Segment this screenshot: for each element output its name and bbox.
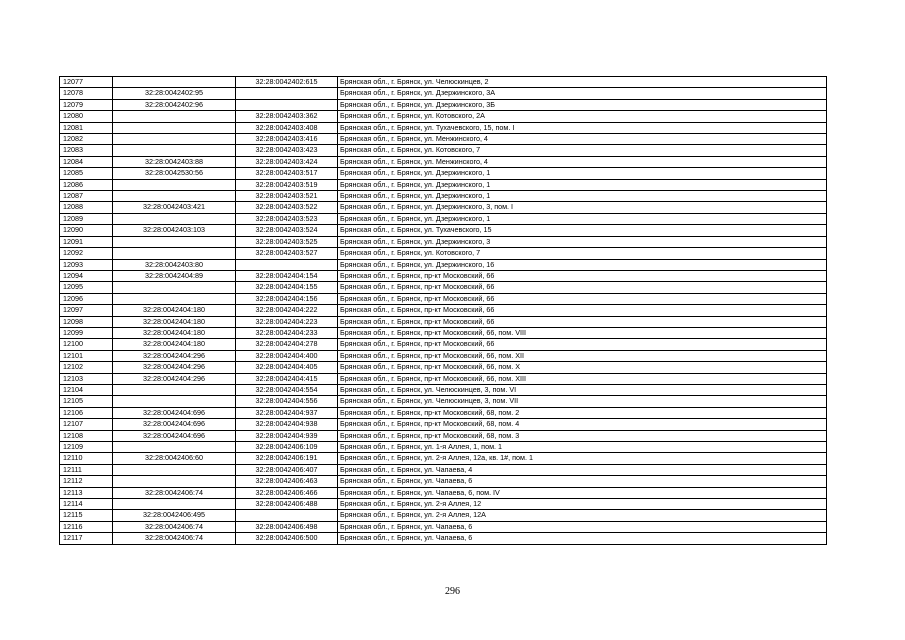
table-row [60, 476, 827, 487]
land-parcel-number-cell: 32:28:0042402:96 [113, 99, 236, 110]
table-row [60, 442, 827, 453]
building-number-cell: 32:28:0042404:223 [236, 316, 338, 327]
address-cell: Брянская обл., г. Брянск, ул. Челюскинцев, 3, пом. VII [338, 396, 827, 407]
building-number-cell [236, 99, 338, 110]
table-row [60, 202, 827, 213]
address-cell: Брянская обл., г. Брянск, ул. Дзержинского, 3А [338, 88, 827, 99]
row-number-cell: 12077 [60, 77, 113, 88]
building-number-cell: 32:28:0042403:524 [236, 225, 338, 236]
land-parcel-number-cell: 32:28:0042406:60 [113, 453, 236, 464]
address-cell: Брянская обл., г. Брянск, ул. Челюскинцев, 2 [338, 77, 827, 88]
land-parcel-number-cell [113, 282, 236, 293]
row-number-cell: 12107 [60, 419, 113, 430]
row-number-cell: 12096 [60, 293, 113, 304]
building-number-cell: 32:28:0042404:415 [236, 373, 338, 384]
row-number-cell: 12101 [60, 350, 113, 361]
building-number-cell: 32:28:0042403:517 [236, 168, 338, 179]
building-number-cell: 32:28:0042406:498 [236, 521, 338, 532]
address-cell: Брянская обл., г. Брянск, пр-кт Московский, 66, пом. XII [338, 350, 827, 361]
building-number-cell: 32:28:0042403:527 [236, 248, 338, 259]
row-number-cell: 12084 [60, 156, 113, 167]
address-cell: Брянская обл., г. Брянск, ул. Чапаева, 6 [338, 476, 827, 487]
row-number-cell: 12083 [60, 145, 113, 156]
building-number-cell: 32:28:0042404:554 [236, 384, 338, 395]
building-number-cell [236, 510, 338, 521]
land-parcel-number-cell: 32:28:0042530:56 [113, 168, 236, 179]
table-row [60, 464, 827, 475]
table-row [60, 213, 827, 224]
building-number-cell: 32:28:0042403:408 [236, 122, 338, 133]
land-parcel-number-cell [113, 396, 236, 407]
row-number-cell: 12078 [60, 88, 113, 99]
address-cell: Брянская обл., г. Брянск, пр-кт Московский, 66 [338, 305, 827, 316]
land-parcel-number-cell [113, 191, 236, 202]
land-parcel-number-cell [113, 293, 236, 304]
row-number-cell: 12111 [60, 464, 113, 475]
land-parcel-number-cell [113, 134, 236, 145]
table-row [60, 99, 827, 110]
building-number-cell: 32:28:0042403:522 [236, 202, 338, 213]
table-row [60, 156, 827, 167]
building-number-cell [236, 259, 338, 270]
table-row [60, 339, 827, 350]
building-number-cell: 32:28:0042404:222 [236, 305, 338, 316]
row-number-cell: 12089 [60, 213, 113, 224]
building-number-cell: 32:28:0042404:939 [236, 430, 338, 441]
table-row [60, 122, 827, 133]
land-parcel-number-cell: 32:28:0042406:495 [113, 510, 236, 521]
address-cell: Брянская обл., г. Брянск, ул. Менжинского, 4 [338, 156, 827, 167]
land-parcel-number-cell [113, 111, 236, 122]
land-parcel-number-cell: 32:28:0042404:696 [113, 430, 236, 441]
table-row [60, 407, 827, 418]
building-number-cell: 32:28:0042404:405 [236, 362, 338, 373]
building-number-cell: 32:28:0042404:233 [236, 327, 338, 338]
building-number-cell: 32:28:0042404:154 [236, 270, 338, 281]
address-cell: Брянская обл., г. Брянск, пр-кт Московский, 66 [338, 293, 827, 304]
land-parcel-number-cell [113, 77, 236, 88]
land-parcel-number-cell: 32:28:0042404:296 [113, 373, 236, 384]
row-number-cell: 12094 [60, 270, 113, 281]
building-number-cell: 32:28:0042406:500 [236, 533, 338, 544]
building-number-cell: 32:28:0042403:523 [236, 213, 338, 224]
building-number-cell [236, 88, 338, 99]
row-number-cell: 12081 [60, 122, 113, 133]
address-cell: Брянская обл., г. Брянск, ул. Чапаева, 4 [338, 464, 827, 475]
land-parcel-number-cell [113, 476, 236, 487]
land-parcel-number-cell [113, 236, 236, 247]
table-row [60, 88, 827, 99]
building-number-cell: 32:28:0042403:519 [236, 179, 338, 190]
land-parcel-number-cell: 32:28:0042403:88 [113, 156, 236, 167]
land-parcel-number-cell: 32:28:0042403:103 [113, 225, 236, 236]
table-row [60, 487, 827, 498]
row-number-cell: 12104 [60, 384, 113, 395]
table-row [60, 430, 827, 441]
building-number-cell: 32:28:0042404:155 [236, 282, 338, 293]
land-parcel-number-cell: 32:28:0042404:180 [113, 327, 236, 338]
table-row [60, 259, 827, 270]
address-cell: Брянская обл., г. Брянск, ул. Дзержинского, 1 [338, 168, 827, 179]
land-parcel-number-cell [113, 442, 236, 453]
building-number-cell: 32:28:0042403:416 [236, 134, 338, 145]
land-parcel-number-cell [113, 248, 236, 259]
land-parcel-number-cell: 32:28:0042404:180 [113, 316, 236, 327]
address-cell: Брянская обл., г. Брянск, пр-кт Московский, 66 [338, 316, 827, 327]
row-number-cell: 12115 [60, 510, 113, 521]
row-number-cell: 12100 [60, 339, 113, 350]
address-cell: Брянская обл., г. Брянск, пр-кт Московский, 66 [338, 282, 827, 293]
row-number-cell: 12087 [60, 191, 113, 202]
building-number-cell: 32:28:0042406:466 [236, 487, 338, 498]
address-cell: Брянская обл., г. Брянск, ул. Котовского, 2А [338, 111, 827, 122]
table-row [60, 145, 827, 156]
table-row [60, 77, 827, 88]
land-parcel-number-cell: 32:28:0042406:74 [113, 533, 236, 544]
table-row [60, 134, 827, 145]
land-parcel-number-cell [113, 384, 236, 395]
address-cell: Брянская обл., г. Брянск, пр-кт Московский, 68, пом. 4 [338, 419, 827, 430]
building-number-cell: 32:28:0042403:362 [236, 111, 338, 122]
row-number-cell: 12086 [60, 179, 113, 190]
row-number-cell: 12090 [60, 225, 113, 236]
building-number-cell: 32:28:0042404:156 [236, 293, 338, 304]
land-parcel-number-cell: 32:28:0042404:180 [113, 305, 236, 316]
table-row [60, 510, 827, 521]
address-cell: Брянская обл., г. Брянск, ул. Котовского, 7 [338, 248, 827, 259]
row-number-cell: 12093 [60, 259, 113, 270]
table-row [60, 533, 827, 544]
row-number-cell: 12099 [60, 327, 113, 338]
address-cell: Брянская обл., г. Брянск, ул. Дзержинского, 3, пом. I [338, 202, 827, 213]
address-cell: Брянская обл., г. Брянск, ул. Дзержинского, 1 [338, 179, 827, 190]
land-parcel-number-cell: 32:28:0042406:74 [113, 521, 236, 532]
registry-table-body [60, 77, 827, 545]
address-cell: Брянская обл., г. Брянск, ул. 2-я Аллея, 12А [338, 510, 827, 521]
row-number-cell: 12106 [60, 407, 113, 418]
address-cell: Брянская обл., г. Брянск, ул. Чапаева, 6 [338, 533, 827, 544]
table-row [60, 419, 827, 430]
land-parcel-number-cell [113, 179, 236, 190]
building-number-cell: 32:28:0042403:424 [236, 156, 338, 167]
table-row [60, 282, 827, 293]
address-cell: Брянская обл., г. Брянск, ул. Чапаева, 6 [338, 521, 827, 532]
land-parcel-number-cell: 32:28:0042404:180 [113, 339, 236, 350]
table-row [60, 248, 827, 259]
land-parcel-number-cell [113, 213, 236, 224]
address-cell: Брянская обл., г. Брянск, ул. Чапаева, 6, пом. IV [338, 487, 827, 498]
table-row [60, 327, 827, 338]
row-number-cell: 12105 [60, 396, 113, 407]
table-row [60, 270, 827, 281]
building-number-cell: 32:28:0042403:521 [236, 191, 338, 202]
table-row [60, 384, 827, 395]
row-number-cell: 12109 [60, 442, 113, 453]
land-parcel-number-cell: 32:28:0042404:296 [113, 350, 236, 361]
address-cell: Брянская обл., г. Брянск, пр-кт Московский, 68, пом. 3 [338, 430, 827, 441]
table-row [60, 521, 827, 532]
address-cell: Брянская обл., г. Брянск, ул. Дзержинского, 1 [338, 213, 827, 224]
address-cell: Брянская обл., г. Брянск, ул. Дзержинского, 1 [338, 191, 827, 202]
address-cell: Брянская обл., г. Брянск, ул. Котовского, 7 [338, 145, 827, 156]
land-parcel-number-cell: 32:28:0042404:89 [113, 270, 236, 281]
row-number-cell: 12117 [60, 533, 113, 544]
land-parcel-number-cell: 32:28:0042403:421 [113, 202, 236, 213]
row-number-cell: 12116 [60, 521, 113, 532]
row-number-cell: 12108 [60, 430, 113, 441]
row-number-cell: 12095 [60, 282, 113, 293]
table-row [60, 396, 827, 407]
row-number-cell: 12103 [60, 373, 113, 384]
land-parcel-number-cell [113, 499, 236, 510]
building-number-cell: 32:28:0042406:109 [236, 442, 338, 453]
address-cell: Брянская обл., г. Брянск, пр-кт Московский, 66, пом. XIII [338, 373, 827, 384]
row-number-cell: 12092 [60, 248, 113, 259]
land-parcel-number-cell [113, 464, 236, 475]
building-number-cell: 32:28:0042403:525 [236, 236, 338, 247]
building-number-cell: 32:28:0042404:556 [236, 396, 338, 407]
building-number-cell: 32:28:0042404:400 [236, 350, 338, 361]
table-row [60, 225, 827, 236]
row-number-cell: 12079 [60, 99, 113, 110]
address-cell: Брянская обл., г. Брянск, ул. 1-я Аллея, 1, пом. 1 [338, 442, 827, 453]
land-parcel-number-cell: 32:28:0042403:80 [113, 259, 236, 270]
row-number-cell: 12082 [60, 134, 113, 145]
building-number-cell: 32:28:0042406:463 [236, 476, 338, 487]
row-number-cell: 12098 [60, 316, 113, 327]
land-parcel-number-cell: 32:28:0042406:74 [113, 487, 236, 498]
land-parcel-number-cell: 32:28:0042404:696 [113, 419, 236, 430]
row-number-cell: 12097 [60, 305, 113, 316]
table-row [60, 316, 827, 327]
page-number: 296 [445, 586, 460, 597]
land-parcel-number-cell: 32:28:0042404:696 [113, 407, 236, 418]
address-cell: Брянская обл., г. Брянск, ул. Дзержинского, 3 [338, 236, 827, 247]
building-number-cell: 32:28:0042406:407 [236, 464, 338, 475]
row-number-cell: 12091 [60, 236, 113, 247]
address-cell: Брянская обл., г. Брянск, пр-кт Московский, 68, пом. 2 [338, 407, 827, 418]
address-cell: Брянская обл., г. Брянск, пр-кт Московский, 66 [338, 270, 827, 281]
address-cell: Брянская обл., г. Брянск, пр-кт Московский, 66 [338, 339, 827, 350]
table-row [60, 179, 827, 190]
table-row [60, 168, 827, 179]
building-number-cell: 32:28:0042404:938 [236, 419, 338, 430]
row-number-cell: 12102 [60, 362, 113, 373]
table-row [60, 373, 827, 384]
building-number-cell: 32:28:0042406:488 [236, 499, 338, 510]
building-number-cell: 32:28:0042406:191 [236, 453, 338, 464]
table-row [60, 305, 827, 316]
row-number-cell: 12085 [60, 168, 113, 179]
table-row [60, 350, 827, 361]
row-number-cell: 12080 [60, 111, 113, 122]
address-cell: Брянская обл., г. Брянск, ул. Дзержинского, 3Б [338, 99, 827, 110]
row-number-cell: 12114 [60, 499, 113, 510]
table-row [60, 111, 827, 122]
table-row [60, 293, 827, 304]
table-row [60, 362, 827, 373]
building-number-cell: 32:28:0042402:615 [236, 77, 338, 88]
address-cell: Брянская обл., г. Брянск, ул. Дзержинского, 16 [338, 259, 827, 270]
address-cell: Брянская обл., г. Брянск, пр-кт Московский, 66, пом. VIII [338, 327, 827, 338]
row-number-cell: 12113 [60, 487, 113, 498]
table-row [60, 191, 827, 202]
registry-table [59, 76, 827, 545]
table-row [60, 499, 827, 510]
land-parcel-number-cell: 32:28:0042404:296 [113, 362, 236, 373]
land-parcel-number-cell [113, 145, 236, 156]
building-number-cell: 32:28:0042403:423 [236, 145, 338, 156]
table-row [60, 453, 827, 464]
row-number-cell: 12110 [60, 453, 113, 464]
building-number-cell: 32:28:0042404:937 [236, 407, 338, 418]
table-row [60, 236, 827, 247]
address-cell: Брянская обл., г. Брянск, ул. Менжинского, 4 [338, 134, 827, 145]
address-cell: Брянская обл., г. Брянск, пр-кт Московский, 66, пом. X [338, 362, 827, 373]
address-cell: Брянская обл., г. Брянск, ул. 2-я Аллея, 12 [338, 499, 827, 510]
land-parcel-number-cell [113, 122, 236, 133]
address-cell: Брянская обл., г. Брянск, ул. Челюскинцев, 3, пом. VI [338, 384, 827, 395]
address-cell: Брянская обл., г. Брянск, ул. Тухачевского, 15 [338, 225, 827, 236]
land-parcel-number-cell: 32:28:0042402:95 [113, 88, 236, 99]
building-number-cell: 32:28:0042404:278 [236, 339, 338, 350]
address-cell: Брянская обл., г. Брянск, ул. Тухачевского, 15, пом. I [338, 122, 827, 133]
row-number-cell: 12088 [60, 202, 113, 213]
row-number-cell: 12112 [60, 476, 113, 487]
address-cell: Брянская обл., г. Брянск, ул. 2-я Аллея, 12а, кв. 1#, пом. 1 [338, 453, 827, 464]
